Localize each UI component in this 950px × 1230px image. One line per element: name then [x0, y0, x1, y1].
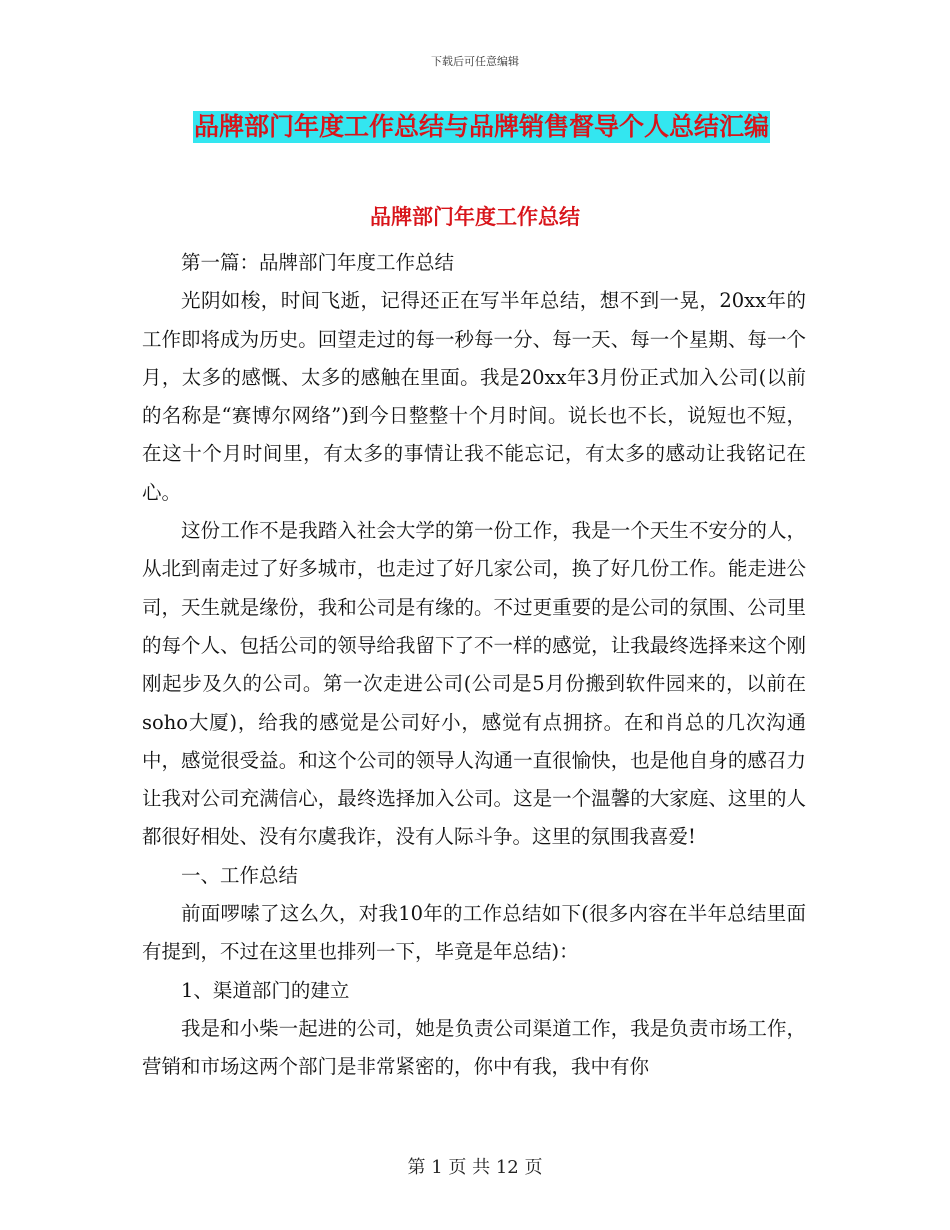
paragraph: 这份工作不是我踏入社会大学的第一份工作，我是一个天生不安分的人，从北到南走过了好多城市，也走过了好几家公司，换了好几份工作。能走进公司，天生就是缘份，我和公司是有缘的。不过更重要的是公司的氛围、公司里的每个人、包括公司的领导给我留下了不一样的感觉，让我最终选择来这个刚刚起步及久的公司。第一次走进公司(公司是5月份搬到软件园来的，以前在soho大厦)，给我的感觉是公司好小，感觉有点拥挤。在和肖总的几次沟通中，感觉很受益。和这个公司的领导人沟通一直很愉快，也是他自身的感召力让我对公司充满信心，最终选择加入公司。这是一个温馨的大家庭、这里的人都很好相处、没有尔虞我诈，没有人际斗争。这里的氛围我喜爱! [142, 519, 806, 849]
paragraph: 我是和小柴一起进的公司，她是负责公司渠道工作，我是负责市场工作，营销和市场这两个部门是非常紧密的，你中有我，我中有你 [142, 1016, 806, 1079]
header-note: 下载后可任意编辑 [431, 55, 519, 68]
paragraph: 第一篇：品牌部门年度工作总结 [181, 251, 455, 274]
main-title-wrap [193, 111, 770, 143]
paragraph: 1、渠道部门的建立 [181, 978, 350, 1002]
paragraph: 光阴如梭，时间飞逝，记得还正在写半年总结，想不到一晃，20xx年的工作即将成为历史。回望走过的每一秒每一分、每一天、每一个星期、每一个月，太多的感慨、太多的感触在里面。我是20xx年3月份正式加入公司(以前的名称是“赛博尔网络”)到今日整整十个月时间。说长也不长，说短也不短，在这十个月时间里，有太多的事情让我不能忘记，有太多的感动让我铭记在心。 [142, 289, 806, 504]
main-title: 品牌部门年度工作总结与品牌销售督导个人总结汇编 [194, 112, 770, 141]
body-text [142, 244, 806, 1087]
page-footer: 第 1 页 共 12 页 [407, 1157, 543, 1178]
paragraph: 一、工作总结 [181, 863, 299, 887]
paragraph: 前面啰嗦了这么久，对我10年的工作总结如下(很多内容在半年总结里面有提到，不过在这里也排列一下，毕竟是年总结)： [142, 902, 806, 964]
section-title: 品牌部门年度工作总结 [370, 205, 580, 229]
